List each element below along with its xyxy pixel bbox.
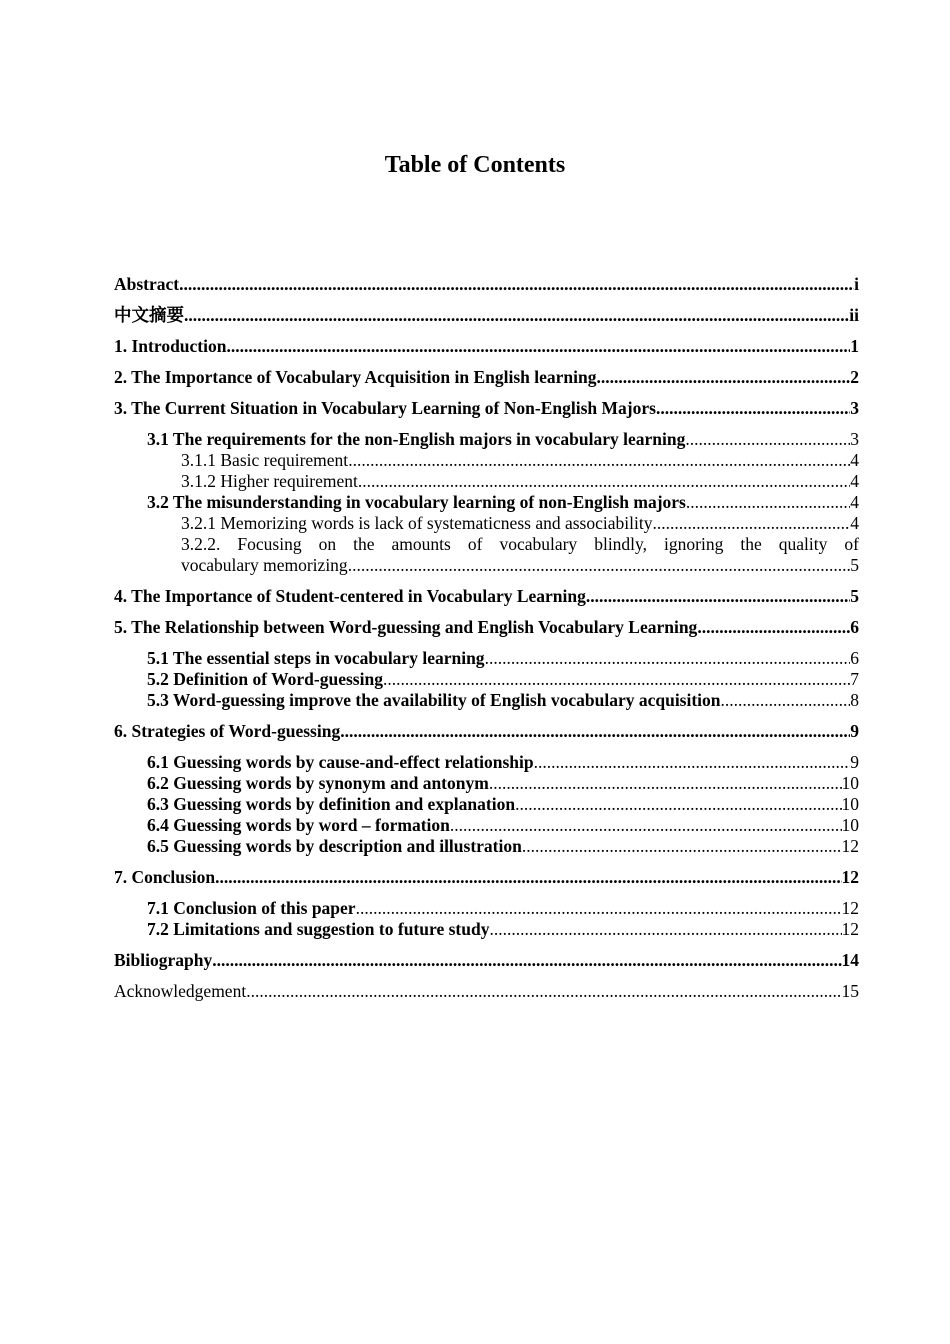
toc-entry-text: 3.1.2 Higher requirement: [181, 471, 358, 491]
toc-entry-3-1-2[interactable]: [114, 471, 859, 492]
dot-leader: [358, 471, 850, 492]
toc-page-number: 1: [850, 336, 859, 356]
toc-entry-1[interactable]: [114, 336, 859, 357]
toc-entry-7-1[interactable]: [114, 898, 859, 919]
dot-leader: [340, 721, 850, 742]
dot-leader: [356, 898, 842, 919]
dot-leader: [212, 950, 841, 971]
toc-entry-text: 3.1.1 Basic requirement: [181, 450, 349, 470]
dot-leader: [489, 919, 841, 940]
toc-page-number: 3: [850, 429, 859, 449]
toc-page-number: 6: [850, 617, 859, 637]
toc-entry-3-2-2[interactable]: [114, 534, 859, 576]
toc-page-number: 12: [841, 898, 859, 918]
toc-page-number: 6: [850, 648, 859, 668]
dot-leader: [383, 669, 850, 690]
dot-leader: [179, 274, 854, 295]
toc-entry-text: 4. The Importance of Student-centered in Vocabulary Learning: [114, 586, 586, 606]
toc-entry-7-2[interactable]: [114, 919, 859, 940]
dot-leader: [721, 690, 851, 711]
toc-page-number: 10: [841, 773, 859, 793]
toc-entry-6-2[interactable]: [114, 773, 859, 794]
toc-entry-text: vocabulary memorizing: [181, 555, 348, 575]
toc-entry-text: 3.1 The requirements for the non-English majors in vocabulary learning: [147, 429, 686, 449]
toc-entry-6-4[interactable]: [114, 815, 859, 836]
dot-leader: [226, 336, 850, 357]
toc-page-number: 7: [850, 669, 859, 689]
dot-leader: [686, 492, 850, 513]
toc-entry-acknowledgement[interactable]: [114, 981, 859, 1002]
toc-entry-text: 2. The Importance of Vocabulary Acquisition in English learning: [114, 367, 597, 387]
toc-entry-text: 7. Conclusion: [114, 867, 216, 887]
toc-entry-text: 6.3 Guessing words by definition and explanation: [147, 794, 516, 814]
toc-page-number: 4: [850, 513, 859, 533]
toc-entry-text: 1. Introduction: [114, 336, 227, 356]
dot-leader: [450, 815, 842, 836]
toc-entry-text: 5.1 The essential steps in vocabulary learning: [147, 648, 485, 668]
dot-leader: [596, 367, 850, 388]
toc-entry-4[interactable]: [114, 586, 859, 607]
dot-leader: [485, 648, 851, 669]
dot-leader: [215, 867, 841, 888]
toc-entry-text: 6.1 Guessing words by cause-and-effect relationship: [147, 752, 534, 772]
toc-entry-text: 6.2 Guessing words by synonym and antonym: [147, 773, 489, 793]
toc-entry-bibliography[interactable]: [114, 950, 859, 971]
toc-entry-6-3[interactable]: [114, 794, 859, 815]
toc-entry-3-2-1[interactable]: [114, 513, 859, 534]
toc-page-number: 5: [850, 586, 859, 606]
toc-entry-6[interactable]: [114, 721, 859, 742]
dot-leader: [586, 586, 850, 607]
dot-leader: [489, 773, 842, 794]
toc-entry-text: 5.2 Definition of Word-guessing: [147, 669, 383, 689]
toc-entry-3-1[interactable]: [114, 429, 859, 450]
toc-page-number: ii: [849, 305, 859, 325]
dot-leader: [652, 513, 850, 534]
dot-leader: [534, 752, 851, 773]
dot-leader: [515, 794, 841, 815]
toc-entry-7[interactable]: [114, 867, 859, 888]
toc-page-number: 12: [841, 919, 859, 939]
dot-leader: [348, 450, 850, 471]
toc-entry-5-3[interactable]: [114, 690, 859, 711]
toc-entry-3-2[interactable]: [114, 492, 859, 513]
toc-entry-text: Acknowledgement: [114, 981, 247, 1001]
toc-entry-5[interactable]: [114, 617, 859, 638]
dot-leader: [697, 617, 850, 638]
toc-entry-text: 6.4 Guessing words by word – formation: [147, 815, 450, 835]
toc-page-number: 9: [850, 752, 859, 772]
toc-entry-3-1-1[interactable]: [114, 450, 859, 471]
toc-entry-abstract[interactable]: [114, 274, 859, 295]
dot-leader: [656, 398, 850, 419]
toc-page-number: 9: [850, 721, 859, 741]
toc-page-number: 10: [841, 815, 859, 835]
toc-page-number: 4: [850, 492, 859, 512]
toc-entry-text: 5. The Relationship between Word-guessing and English Vocabulary Learning: [114, 617, 698, 637]
toc-entry-text: 7.1 Conclusion of this paper: [147, 898, 356, 918]
toc-page-number: 12: [841, 836, 859, 856]
toc-entry-6-5[interactable]: [114, 836, 859, 857]
toc-page-number: 2: [850, 367, 859, 387]
toc-entry-text: 5.3 Word-guessing improve the availability of English vocabulary acquisition: [147, 690, 721, 710]
toc-entry-text-line1: 3.2.2. Focusing on the amounts of vocabulary blindly, ignoring the quality of: [181, 534, 859, 554]
toc-entry-text: Bibliography: [114, 950, 213, 970]
toc-page-number: 8: [850, 690, 859, 710]
dot-leader: [522, 836, 842, 857]
toc-page-number: 14: [841, 950, 859, 970]
toc-page-number: 4: [850, 450, 859, 470]
toc-entry-5-1[interactable]: [114, 648, 859, 669]
toc-entry-5-2[interactable]: [114, 669, 859, 690]
toc-page-number: 3: [850, 398, 859, 418]
dot-leader: [184, 305, 849, 326]
dot-leader: [348, 555, 851, 576]
toc-entry-text: 6. Strategies of Word-guessing: [114, 721, 341, 741]
toc-page-number: 12: [841, 867, 859, 887]
table-of-contents: [114, 270, 859, 1002]
toc-entry-text: 7.2 Limitations and suggestion to future study: [147, 919, 490, 939]
dot-leader: [685, 429, 850, 450]
toc-entry-text: 6.5 Guessing words by description and illustration: [147, 836, 522, 856]
toc-page-number: 15: [841, 981, 859, 1001]
toc-entry-text: 3.2 The misunderstanding in vocabulary learning of non-English majors: [147, 492, 686, 512]
toc-entry-text: Abstract: [114, 274, 180, 294]
page-title: Table of Contents: [384, 152, 566, 178]
toc-entry-text: 3.2.1 Memorizing words is lack of systematicness and associability: [181, 513, 653, 533]
toc-page-number: 4: [850, 471, 859, 491]
toc-entry-text: 中文摘要: [114, 305, 184, 325]
toc-entry-text: 3. The Current Situation in Vocabulary Learning of Non-English Majors: [114, 398, 656, 418]
toc-entry-3[interactable]: [114, 398, 859, 419]
toc-entry-6-1[interactable]: [114, 752, 859, 773]
toc-page-number: 10: [841, 794, 859, 814]
dot-leader: [246, 981, 841, 1002]
toc-page-number: i: [854, 274, 859, 294]
toc-page-number: 5: [850, 555, 859, 575]
toc-entry-line2: [181, 555, 859, 576]
toc-entry-2[interactable]: [114, 367, 859, 388]
toc-entry-chinese-abstract[interactable]: [114, 305, 859, 326]
